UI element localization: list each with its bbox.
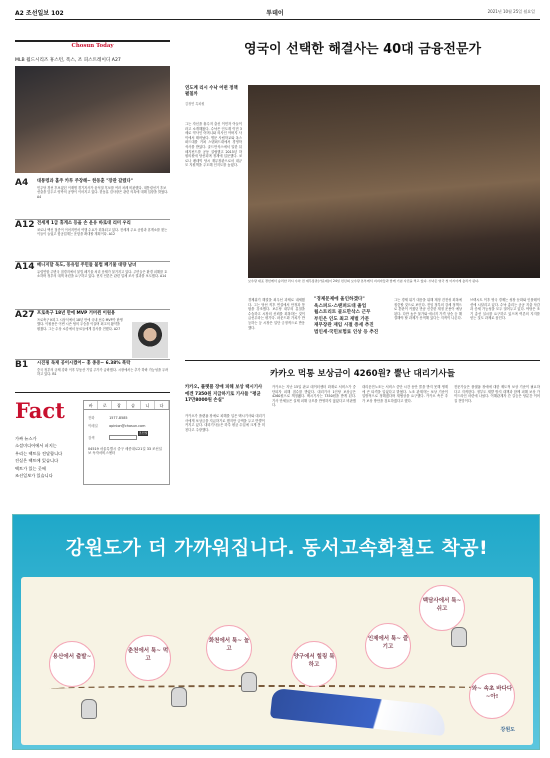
byline: 김정연 특파원 — [185, 101, 205, 106]
today-rule — [15, 40, 170, 42]
divider — [15, 261, 170, 262]
slogan-line: 가짜 뉴스가 — [15, 436, 37, 441]
slogan-line: 진실은 팩트에 있습니다 — [15, 458, 59, 464]
first-lady-photo — [15, 66, 170, 173]
subhead-line: 법인세·국민보험료 인상 등 추진 — [314, 329, 379, 335]
story-column: 카카오는 지난 15일 판교 데이터센터 화재로 서비스가 중단되자 피해 접수를 받았다. 대리기사 1인당 보상금은 4260원으로 책정됐다. 택시기사는 7350원을 받게 된다. 기사 단체들은 실제 피해 규모를 반영하지 않았다고 비판했다. — [272, 385, 356, 408]
subhead-line: "경제문제에 올인하겠다" — [314, 297, 365, 302]
phone-number[interactable]: 1577-8585 — [109, 415, 128, 420]
subhead-line: 월스트리트 골드만삭스 근무 — [314, 310, 371, 316]
subhead-line: 옥스퍼드·스탠퍼드대 졸업 — [314, 303, 367, 309]
header-rule — [15, 19, 540, 20]
sub-headline-box — [185, 86, 242, 106]
story-column: 브렉시트 이후 영국 경제는 성장 둔화와 인플레이션에 시달리고 있다. 수낙 총리는 공공 지출 삭감과 증세 가능성을 모두 열어두고 있다. 야당은 조기 총선 실시를 요구하고 있으며 여론의 지지를 얻는 것도 과제로 꼽힌다. — [470, 298, 540, 321]
page-number: A2 조선일보 102 — [15, 10, 64, 17]
main-headline[interactable]: 영국이 선택한 해결사는 40대 금융전문가 — [243, 42, 482, 57]
phone-row — [84, 413, 169, 421]
search-row — [84, 429, 169, 442]
story-column: 경제위기 해결을 최우선 과제로 내세웠다. 그는 당선 직후 연설에서 안정과 통합을 강조했다. 보수당 내부의 분열을 수습하고 시장의 신뢰를 회복하는 것이 급선무라는 평가다. 파운드화 가치가 반등하는 등 시장은 일단 긍정적으로 반응했다. — [248, 298, 305, 330]
brief-headline: 메니지달 독도, 동유럽 주민들 불법 페기물 대량 남녀 — [37, 263, 137, 268]
brief-text: 유럽연합 주변국 접경지에서 불법 폐기물 처리 문제가 불거지고 있다. 주민들은 환경 피해를 호소하며 정부의 대책 마련을 요구하고 있다. 현지 언론은 관련 업체 조사 결과를 보도했다. A14 — [37, 270, 168, 279]
divider — [15, 219, 170, 220]
route-map — [21, 577, 533, 745]
today-headline[interactable]: MLB 월드시리즈 휴스턴, 폭스, 조 피스트레이디 A27 — [15, 58, 121, 63]
mascot-icon — [451, 627, 467, 647]
brief-headline: 시진핑 독재 공이시켰어~ 홍 종중~ 6.38% 폭락 — [37, 361, 131, 366]
email-label: 이메일 — [88, 423, 98, 428]
stop-bubble: 백담사에서 툭~ 쉬고 — [419, 585, 465, 631]
stop-bubble: 인제에서 툭~ 즐기고 — [365, 623, 411, 669]
story-column: 그는 경제 위기 대응을 위해 재정 건전성 회복에 집중할 것으로 보인다. 전임 정부의 감세 정책으로 혼란이 커졌던 만큼 신중한 재정 운용이 예상된다. 다만 높은 물가와 에너지 가격 상승 등 해결해야 할 과제가 산적해 있다는 지적이 나온다. — [394, 298, 462, 321]
gangwon-logo: 강원도 — [500, 727, 515, 733]
email-address[interactable]: opinion@chosun.com — [109, 423, 146, 428]
divider — [15, 392, 170, 393]
brief-headline: 프로축구 18년 만에 MVP 거머쥔 이원용 — [37, 311, 116, 316]
brief-text: 코로나 백신 접종이 이어지면서 여행 수요가 회복되고 있다. 전세계 주요 공항과 휴게소를 찾는 이들이 늘었고 항공업계는 운항을 확대할 계획이다. A12 — [37, 228, 168, 237]
story-column: 그는 자신을 흙수저 출신 이민자 아들이라고 소개해왔다. 수낙은 인도계 이민 3세로 약사인 어머니와 의사인 아버지 사이에서 태어났다. 명문 사립학교와 옥스퍼드대를 거쳐 스탠퍼드대에서 경영학 석사를 받았다. 골드만삭스에서 일한 뒤 헤지펀드를 공동 설립했고 2015년 하원의원에 당선되며 정계에 입문했다. 코로나 팬데믹 당시 재무장관으로서 대규모 지원책을 주도해 인지도를 높였다. — [185, 122, 242, 168]
divider — [15, 359, 170, 360]
kakao-deck: 카카오, 플랫폼 장애 피해 보상 택시기사에겐 7350원 지급하기로 기사들 "평균 17만8000원 손실" — [185, 385, 263, 404]
mascot-icon — [81, 699, 97, 719]
railway-advertisement[interactable] — [12, 514, 540, 750]
address-note: 04519 서울특별시 중구 세종대로21길 33 조선일보 독자서비스센터 — [88, 447, 162, 456]
stop-bubble: 와~ 속초 바다다~아! — [469, 673, 515, 719]
brief-item[interactable] — [15, 360, 170, 388]
search-label: 검색 — [88, 435, 95, 440]
fact-cells — [84, 401, 169, 410]
stop-bubble: 양구에서 힐링 툭 하고 — [291, 641, 337, 687]
section-title: 투데이 — [266, 10, 284, 17]
story-subheads — [314, 297, 386, 337]
phone-label: 전화 — [88, 415, 95, 420]
page-ref: A14 — [15, 262, 35, 272]
page-ref: A4 — [15, 178, 29, 188]
mascot-icon — [241, 672, 257, 692]
train-illustration — [270, 688, 447, 736]
stop-bubble: 화천에서 툭~ 놀고 — [206, 625, 252, 671]
slogan-line: 소셜미디어에서 퍼지는 — [15, 443, 57, 449]
brief-item[interactable] — [15, 220, 170, 262]
brief-item[interactable] — [15, 262, 170, 310]
cell: 다 — [155, 401, 169, 409]
fact-logo: Fact — [15, 398, 65, 423]
page-ref: A27 — [15, 310, 35, 320]
story-column: 대리운전노조는 서비스 중단 시간 동안 콜을 받지 못해 생계에 큰 타격을 입었다고 밝혔다. 노조 관계자는 보상 기준이 일방적으로 정해졌다며 재협상을 요구했다. 카카오 측은 추가 보상 방안을 검토하겠다고 했다. — [362, 385, 448, 403]
cell: 니 — [141, 401, 155, 409]
search-button[interactable]: 조선일보 — [138, 430, 148, 440]
cell: 습 — [127, 401, 141, 409]
slogan-line: 우리는 팩트를 전달합니다 — [15, 450, 63, 456]
mascot-icon — [171, 687, 187, 707]
brief-text: 프로축구 K리그 시상식에서 18년 만에 국내 선수 MVP가 탄생했다. 이원용은 이번 시즌 팀의 우승을 이끌며 최고의 활약을 펼쳤다. 그는 수상 소감에서 동료들에게 감사를 전했다. A27 — [37, 318, 123, 331]
subhead-line: 재무장관 재임 시절 증세 추진 — [314, 323, 374, 329]
divider — [15, 309, 170, 310]
cell: 로 — [98, 401, 112, 409]
brief-text: 민주당 경선 후보였던 이재명 경기지사가 윤석열 후보를 여러 차례 비판했다. 대통령선거 후보 선출을 앞두고 양측의 공방이 이어지고 있다. 한동훈 검사장은 관련 의혹에 대해 입장을 밝혔다. A4 — [37, 186, 169, 199]
story-column: 전문가들은 플랫폼 장애에 대한 제도적 보상 기준이 필요하다고 지적한다. 정부도 재발 방지 대책과 함께 피해 보상 가이드라인 마련에 나섰다. 이해관계자 간 갈등은 당분간 이어질 전망이다. — [454, 385, 540, 403]
cell: 바 — [84, 401, 98, 409]
stop-bubble: 용산에서 출발~ — [49, 641, 95, 687]
brief-headline: 대통령과 홈주 카투 주장해~ 한동훈 "장관 갈렸다" — [37, 179, 133, 184]
brief-text: 중국 정부의 규제 강화 이후 부동산 기업 주가가 급락했다. 시장에서는 추가 하락 가능성을 우려하고 있다. B1 — [37, 368, 169, 377]
cell: 잡 — [112, 401, 126, 409]
today-label: Chosun Today — [71, 43, 114, 49]
page-ref: A12 — [15, 220, 35, 230]
subhead-line: 부인은 인도 최고 재벌 가문 — [314, 316, 370, 322]
fact-slogan — [15, 435, 79, 479]
brief-item[interactable] — [15, 178, 170, 220]
divider — [185, 360, 540, 361]
slogan-line: 조선일보가 있습니다 — [15, 473, 53, 479]
slogan-line: 팩트가 있는 곳에 — [15, 465, 46, 471]
photo-caption: 보수당 대표 경선에서 승리한 리시 수낙 전 재무장관(가운데)이 24일 런던의 보수당 본부에서 지지자들과 함께 기념 사진을 찍고 있다. 수낙은 영국 첫 아시아계 총리가 된다. — [248, 279, 480, 283]
page-ref: B1 — [15, 360, 29, 370]
fact-check-box — [83, 400, 170, 485]
kakao-headline[interactable]: 카카오 먹통 보상금이 4260원? 뿔난 대리기사들 — [270, 369, 455, 379]
issue-date: 2021년 10월 25일 월요일 — [487, 9, 535, 14]
player-portrait — [132, 322, 168, 358]
search-input[interactable] — [109, 435, 137, 440]
ad-title: 강원도가 더 가까워집니다. 동서고속화철도 착공! — [65, 537, 489, 559]
story-column: 카카오가 플랫폼 장애로 피해를 입은 택시기사와 대리기사에게 보상금을 지급하기로 했지만 금액을 두고 반발이 커지고 있다. 대리기사들은 하루 평균 수입에 크게 못 미친다고 주장했다. — [185, 414, 265, 432]
sunak-group-photo — [248, 85, 540, 278]
brief-headline: 전세계 1급 휴게소 등을 손 운유 바로대 리미 우리 — [37, 221, 131, 226]
email-row — [84, 421, 169, 429]
sub-headline: 연도계 리시 수낙 어떤 정책 펼칠까 — [185, 86, 238, 97]
stop-bubble: 춘천에서 툭~ 먹고 — [125, 635, 171, 681]
